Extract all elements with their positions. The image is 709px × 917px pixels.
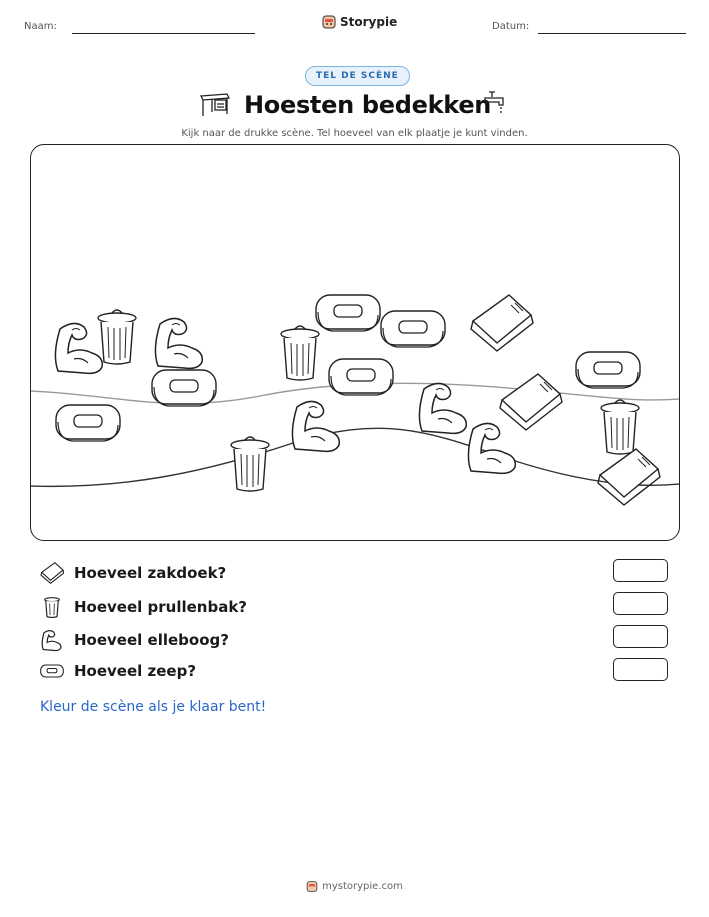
answer-box-trashcan[interactable]: [613, 592, 668, 615]
scene-elbow: [419, 383, 466, 433]
storypie-logo-icon: [306, 880, 318, 893]
question-elbow: [40, 628, 229, 652]
footer-url[interactable]: mystorypie.com: [322, 881, 403, 892]
brand-name: Storypie: [340, 15, 398, 29]
scene-elbow: [292, 401, 339, 451]
counting-scene: [30, 144, 680, 541]
answer-box-tissue[interactable]: [613, 559, 668, 582]
scene-drawing: [30, 144, 680, 541]
trashcan-icon: [40, 595, 64, 619]
question-soap: [40, 661, 196, 681]
question-text: Hoeveel elleboog?: [74, 631, 229, 649]
scene-badge: TEL DE SCÈNE: [305, 66, 410, 86]
date-line[interactable]: [538, 33, 686, 34]
soap-icon: [40, 661, 64, 681]
tissue-icon: [40, 562, 64, 584]
scene-soap: [381, 311, 445, 347]
scene-tissue: [471, 295, 533, 351]
footer: [0, 880, 709, 893]
scene-soap: [576, 352, 640, 388]
scene-trashcan: [98, 310, 136, 364]
name-line[interactable]: [72, 33, 255, 34]
scene-soap: [152, 370, 216, 406]
scene-soap: [316, 295, 380, 331]
name-label: Naam:: [24, 21, 57, 32]
scene-soap: [329, 359, 393, 395]
elbow-icon: [40, 628, 64, 652]
question-text: Hoeveel zakdoek?: [74, 564, 227, 582]
scene-trashcan: [281, 326, 319, 380]
answer-box-soap[interactable]: [613, 658, 668, 681]
scene-elbow: [468, 423, 515, 473]
scene-soap: [56, 405, 120, 441]
scene-elbow: [55, 323, 102, 373]
brand: [322, 14, 397, 30]
scene-elbow: [155, 318, 202, 368]
date-label: Datum:: [492, 21, 530, 32]
page-title: Hoesten bedekken: [244, 91, 492, 119]
page-subtitle: Kijk naar de drukke scène. Tel hoeveel van elk plaatje je kunt vinden.: [181, 128, 528, 139]
question-text: Hoeveel prullenbak?: [74, 598, 248, 616]
scene-trashcan: [231, 437, 269, 491]
storypie-logo-icon: [322, 14, 336, 30]
question-trashcan: [40, 595, 247, 619]
scene-tissue: [598, 449, 660, 505]
scene-trashcan: [601, 400, 639, 454]
answer-box-elbow[interactable]: [613, 625, 668, 648]
desk-icon: [198, 90, 232, 118]
question-tissue: [40, 562, 226, 584]
scene-tissue: [500, 374, 562, 430]
faucet-icon: [481, 88, 509, 116]
coloring-hint: Kleur de scène als je klaar bent!: [40, 699, 267, 715]
question-text: Hoeveel zeep?: [74, 662, 197, 680]
